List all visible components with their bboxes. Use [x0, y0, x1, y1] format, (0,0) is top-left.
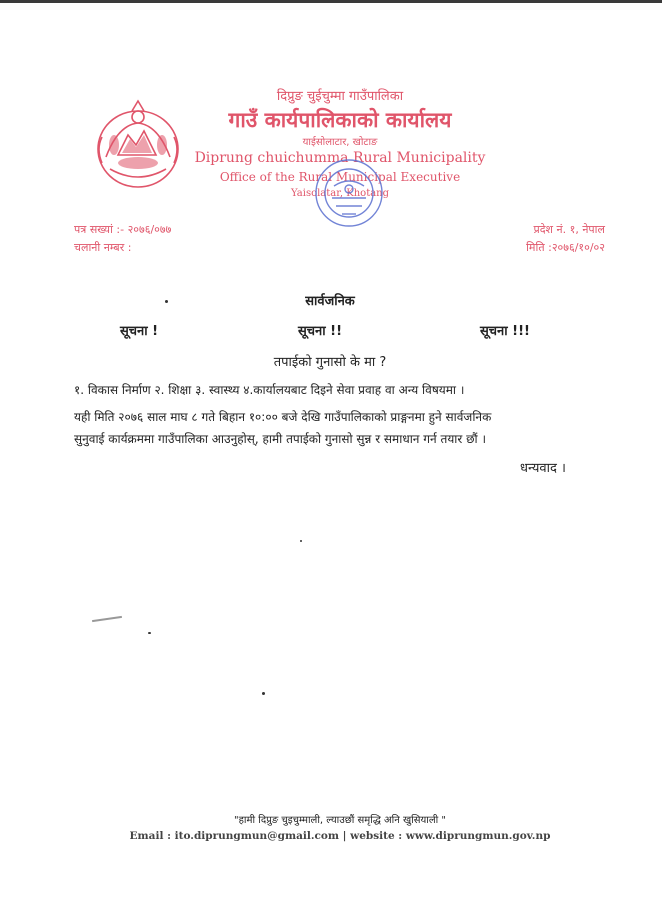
- office-address-nepali: याईसोलाटार, खोटाङ: [302, 137, 378, 148]
- office-address-english: Yaisolatar, Khotang: [290, 188, 390, 199]
- office-title-nepali: गाउँ कार्यपालिकाको कार्यालय: [228, 108, 452, 132]
- notice-question: तपाईको गुनासो के मा ?: [273, 355, 387, 370]
- notice-label-1: सूचना !: [120, 324, 159, 339]
- notice-label-3: सूचना !!!: [480, 324, 530, 339]
- footer-slogan: "हामी दिप्रुङ चुइचुम्माली, ल्याउछौं समृद्धि अनि खुसियाली ": [233, 815, 447, 826]
- notice-paragraph-line-2: सुनुवाई कार्यक्रममा गाउँपालिका आउनुहोस्, हामी तपाईको गुनासो सुन्न र समाधान गर्न तयार छौं ।: [74, 432, 487, 446]
- scan-smudge: [92, 616, 122, 622]
- nepal-emblem-icon: [88, 97, 188, 193]
- notice-paragraph-line-1: यही मिति २०७६ साल माघ ८ गते बिहान १०:०० बजे देखि गाउँपालिकाको प्राङ्गनमा हुने सार्वजनिक: [74, 410, 492, 424]
- municipality-name-english: Diprung chuichumma Rural Municipality: [194, 150, 486, 166]
- footer-contact: Email : ito.diprungmun@gmail.com | website : www.diprungmun.gov.np: [129, 830, 551, 842]
- municipality-name-nepali: दिप्रुङ चुईचुम्मा गाउँपालिका: [276, 89, 404, 104]
- notice-label-2: सूचना !!: [298, 324, 343, 339]
- scan-speck: [300, 540, 302, 542]
- notice-topics: १. विकास निर्माण २. शिक्षा ३. स्वास्थ्य ४.कार्यालयबाट दिइने सेवा प्रवाह वा अन्य विषयमा ।: [74, 383, 465, 397]
- dispatch-number: चलानी नम्बर :: [74, 241, 132, 254]
- letter-number: पत्र सख्यां :- २०७६/०७७: [74, 223, 172, 236]
- scan-speck: [165, 300, 168, 303]
- province-label: प्रदेश नं. १, नेपाल: [533, 223, 605, 236]
- notice-heading: सार्वजनिक: [305, 294, 355, 309]
- office-title-english: Office of the Rural Municipal Executive: [219, 170, 461, 184]
- office-seal-stamp-icon: [312, 156, 386, 230]
- letter-date: मिति :२०७६/१०/०२: [526, 241, 605, 254]
- scan-top-border: [0, 0, 662, 3]
- scan-speck: [148, 632, 151, 634]
- notice-thanks: धन्यवाद ।: [520, 461, 566, 476]
- scan-speck: [262, 692, 265, 695]
